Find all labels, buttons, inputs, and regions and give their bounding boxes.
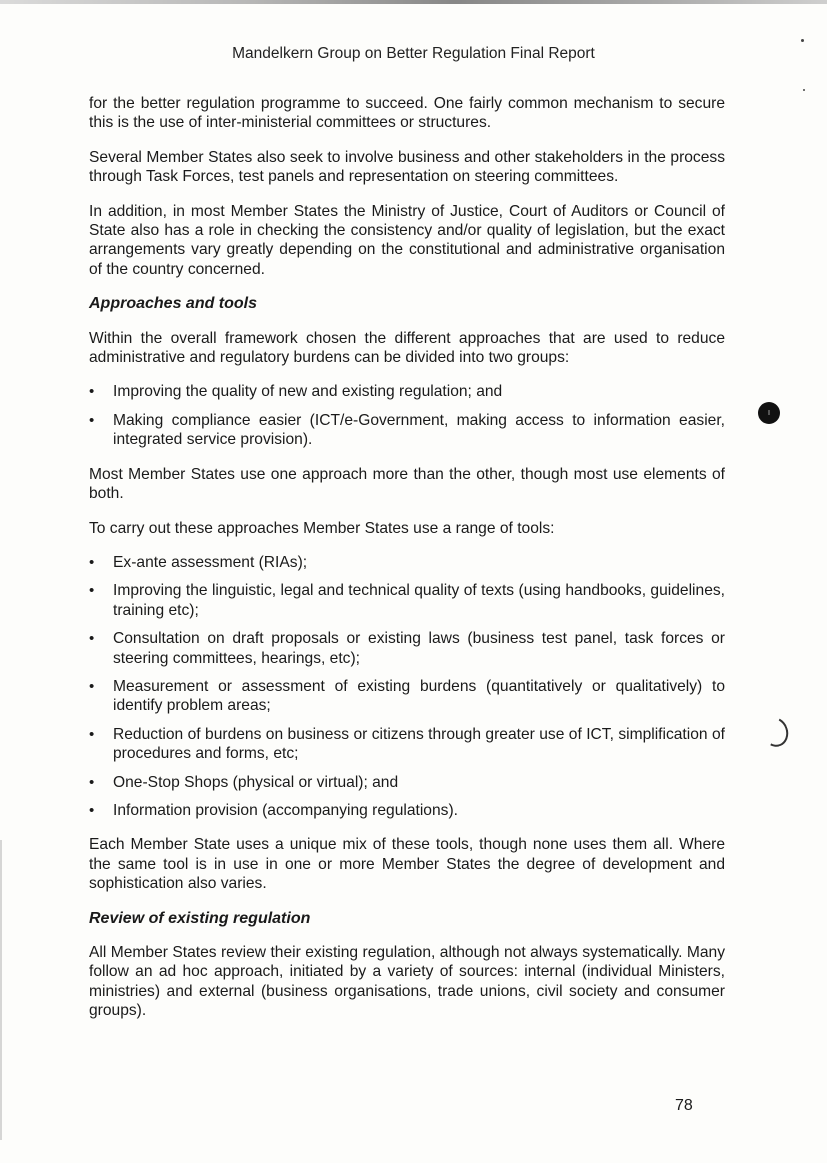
list-item-text: Improving the quality of new and existing regulation; and [113,383,503,401]
list-item [89,725,725,764]
scan-speck-icon [803,89,805,91]
bullet-icon: • [89,582,95,600]
scan-edge-top [0,0,827,4]
scan-edge-left [0,840,2,1140]
list-item-text: Reduction of burdens on business or citizens through greater use of ICT, simplification of procedures and forms, etc; [113,725,725,763]
paragraph-4: Within the overall framework chosen the different approaches that are used to reduce administrative and regulatory burdens can be divided into two groups: [89,329,725,367]
paragraph-7: Each Member State uses a unique mix of these tools, though none uses them all. Where the same tool is in use in one or more Member States the degree of development and sophistication also varies. [89,836,725,893]
paragraph-1: for the better regulation programme to succeed. One fairly common mechanism to secure this is the use of inter-ministerial committees or structures. [89,95,725,132]
paragraph-8: All Member States review their existing regulation, although not always systematically. Many follow an ad hoc approach, initiated by a variety of sources: internal (individual Ministers, ministries) and external (business organisations, trade unions, civil society and consumer groups). [89,944,725,1020]
approaches-list [89,382,725,449]
section-heading-review: Review of existing regulation [89,909,311,927]
section-heading-approaches: Approaches and tools [89,295,258,313]
bullet-icon: • [89,801,95,819]
list-item [89,581,725,620]
list-item [89,553,725,572]
tools-list [89,553,725,820]
running-header: Mandelkern Group on Better Regulation Final Report [232,45,595,62]
bullet-icon: • [89,677,95,695]
list-item [89,411,725,450]
list-item-text: Making compliance easier (ICT/e-Government, making access to information easier, integrated service provision). [113,411,725,449]
margin-mark-icon [758,713,793,750]
bullet-icon: • [89,773,95,791]
paragraph-5: Most Member States use one approach more than the other, though most use elements of both. [89,465,725,503]
scan-speck-icon [801,39,804,42]
paragraph-6: To carry out these approaches Member States use a range of tools: [89,519,555,537]
page-number: 78 [675,1097,693,1114]
bullet-icon: • [89,630,95,648]
list-item [89,677,725,716]
list-item-text: Measurement or assessment of existing burdens (quantitatively or qualitatively) to identify problem areas; [113,677,725,715]
page-body [89,94,725,1036]
bullet-icon: • [89,383,95,401]
punch-hole-icon [758,402,780,424]
bullet-icon: • [89,553,95,571]
bullet-icon: • [89,411,95,429]
paragraph-3: In addition, in most Member States the Ministry of Justice, Court of Auditors or Council of State also has a role in checking the consistency and/or quality of legislation, but the exact arrangements vary greatly depending on the constitutional and administrative organisation of the country concerned. [89,202,725,278]
list-item [89,629,725,668]
list-item-text: Consultation on draft proposals or existing laws (business test panel, task forces or steering committees, hearings, etc); [113,630,725,667]
list-item-text: Improving the linguistic, legal and technical quality of texts (using handbooks, guidelines, training etc); [113,582,725,619]
list-item-text: Ex-ante assessment (RIAs); [113,553,308,571]
list-item [89,801,725,820]
list-item-text: Information provision (accompanying regulations). [113,801,458,819]
list-item [89,773,725,792]
list-item-text: One-Stop Shops (physical or virtual); and [113,773,399,791]
bullet-icon: • [89,725,95,743]
list-item [89,382,725,401]
paragraph-2: Several Member States also seek to involve business and other stakeholders in the process through Task Forces, test panels and representation on steering committees. [89,148,725,186]
